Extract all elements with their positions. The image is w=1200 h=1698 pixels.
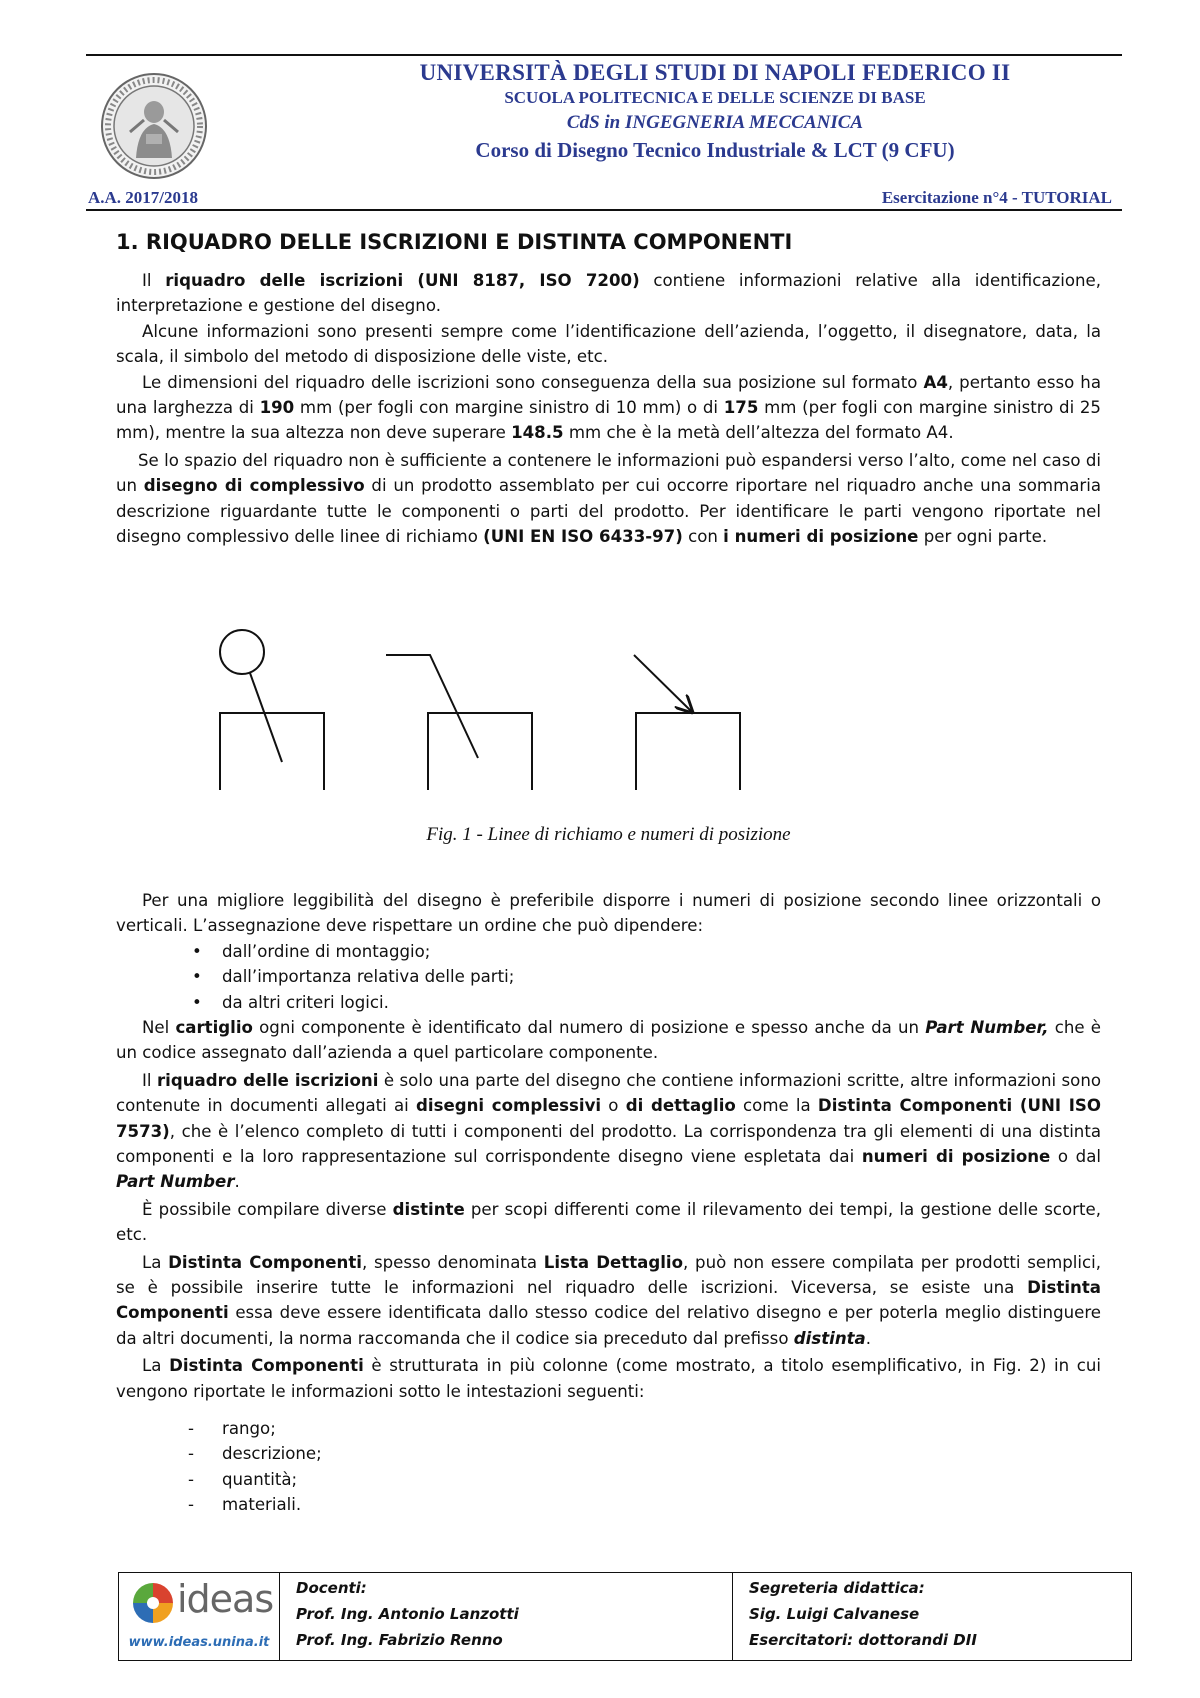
footer-table bbox=[118, 1572, 1132, 1661]
program-name: CdS in INGEGNERIA MECCANICA bbox=[566, 112, 864, 133]
ideas-logo-text: ideas bbox=[177, 1577, 274, 1621]
leader-lines-figure bbox=[200, 625, 760, 790]
list-item: • dall’ordine di montaggio; bbox=[192, 941, 431, 961]
header-bottom-rule bbox=[86, 209, 1122, 211]
secretary-label: Segreteria didattica: bbox=[749, 1579, 925, 1597]
school-name: SCUOLA POLITECNICA E DELLE SCIENZE DI BASE bbox=[504, 88, 926, 107]
section-title: 1. RIQUADRO DELLE ISCRIZIONI E DISTINTA COMPONENTI bbox=[116, 230, 793, 254]
secretary-name: Sig. Luigi Calvanese bbox=[749, 1605, 920, 1623]
ideas-logo-icon bbox=[133, 1583, 173, 1623]
main-text-block bbox=[116, 888, 1101, 1518]
intro-text-block bbox=[116, 268, 1101, 549]
header-top-rule bbox=[86, 54, 1122, 56]
website-link[interactable]: www.ideas.unina.it bbox=[128, 1635, 270, 1650]
list-item: • da altri criteri logici. bbox=[192, 992, 389, 1012]
list-item: - materiali. bbox=[188, 1495, 302, 1515]
paragraph-1: Il riquadro delle iscrizioni (UNI 8187, ISO 7200) contiene informazioni relative alla identificazione, interpretazione e gestione del disegno. bbox=[116, 271, 1102, 316]
academic-year: A.A. 2017/2018 bbox=[88, 188, 199, 207]
list-item: - descrizione; bbox=[188, 1444, 322, 1464]
exercise-label: Esercitazione n°4 - TUTORIAL bbox=[881, 188, 1112, 207]
list-item: - quantità; bbox=[188, 1469, 298, 1489]
teachers-label: Docenti: bbox=[296, 1579, 367, 1597]
course-name: Corso di Disegno Tecnico Industriale & LCT (9 CFU) bbox=[475, 138, 955, 162]
paragraph-9: La Distinta Componenti, spesso denominata Lista Dettaglio, può non essere compilata per prodotti semplici, se è possibile inserire tutte le informazioni nel riquadro delle iscrizioni. Viceversa, se esiste una Distinta Componenti essa deve essere identificata dallo stesso codice del relativo disegno e per poterla meglio distinguere da altri documenti, la norma raccomanda che il codice sia preceduto dal prefisso distinta. bbox=[116, 1252, 1101, 1348]
paragraph-4: Se lo spazio del riquadro non è sufficiente a contenere le informazioni può espandersi verso l’alto, come nel caso di un disegno di complessivo di un prodotto assemblato per cui occorre riportare nel riquadro anche una sommaria descrizione riguardante tutte le componenti o parti del prodotto. Per identificare le parti vengono riportate nel disegno complessivo delle linee di richiamo (UNI EN ISO 6433-97) con i numeri di posizione per ogni parte. bbox=[116, 450, 1102, 547]
paragraph-3: Le dimensioni del riquadro delle iscrizioni sono conseguenza della sua posizione sul formato A4, pertanto esso ha una larghezza di 190 mm (per fogli con margine sinistro di 10 mm) o di 175 mm (per fogli con margine sinistro di 25 mm), mentre la sua altezza non deve superare 148.5 mm che è la metà dell’altezza del formato A4. bbox=[116, 372, 1101, 443]
paragraph-2: Alcune informazioni sono presenti sempre come l’identificazione dell’azienda, l’oggetto, il disegnatore, data, la scala, il simbolo del metodo di disposizione delle viste, etc. bbox=[116, 321, 1101, 367]
leader-with-arrow bbox=[634, 655, 740, 790]
heading-list bbox=[116, 1416, 1101, 1518]
footer-teachers-cell bbox=[280, 1573, 733, 1660]
list-item: • dall’importanza relativa delle parti; bbox=[192, 967, 515, 987]
paragraph-6: Nel cartiglio ogni componente è identificato dal numero di posizione e spesso anche da un Part Number, che è un codice assegnato dall’azienda a quel particolare componente. bbox=[116, 1017, 1101, 1063]
university-seal-icon bbox=[100, 72, 208, 180]
leader-with-balloon bbox=[220, 630, 324, 790]
university-name: UNIVERSITÀ DEGLI STUDI DI NAPOLI FEDERICO II bbox=[419, 60, 1011, 85]
leader-with-shoulder bbox=[386, 655, 532, 790]
paragraph-5: Per una migliore leggibilità del disegno è preferibile disporre i numeri di posizione secondo linee orizzontali o verticali. L’assegnazione deve rispettare un ordine che può dipendere: bbox=[116, 891, 1101, 936]
assignment-order-list bbox=[116, 939, 1101, 1015]
footer-logo-cell bbox=[119, 1573, 280, 1660]
tutors-label: Esercitatori: dottorandi DII bbox=[749, 1631, 977, 1649]
paragraph-10: La Distinta Componenti è strutturata in più colonne (come mostrato, a titolo esemplificativo, in Fig. 2) in cui vengono riportate le informazioni sotto le intestazioni seguenti: bbox=[116, 1356, 1101, 1401]
list-item: - rango; bbox=[188, 1419, 276, 1439]
figure-caption: Fig. 1 - Linee di richiamo e numeri di posizione bbox=[426, 824, 791, 845]
footer-secretary-cell bbox=[733, 1573, 1131, 1660]
teacher-2: Prof. Ing. Fabrizio Renno bbox=[296, 1631, 503, 1649]
paragraph-8: È possibile compilare diverse distinte per scopi differenti come il rilevamento dei tempi, la gestione delle scorte, etc. bbox=[116, 1199, 1101, 1245]
teacher-1: Prof. Ing. Antonio Lanzotti bbox=[296, 1605, 519, 1623]
paragraph-7: Il riquadro delle iscrizioni è solo una parte del disegno che contiene informazioni scritte, altre informazioni sono contenute in documenti allegati ai disegni complessivi o di dettaglio come la Distinta Componenti (UNI ISO 7573), che è l’elenco completo di tutti i componenti del prodotto. La corrispondenza tra gli elementi di una distinta componenti e la loro rappresentazione sul corrispondente disegno viene espletata dai numeri di posizione o dal Part Number. bbox=[116, 1070, 1102, 1192]
